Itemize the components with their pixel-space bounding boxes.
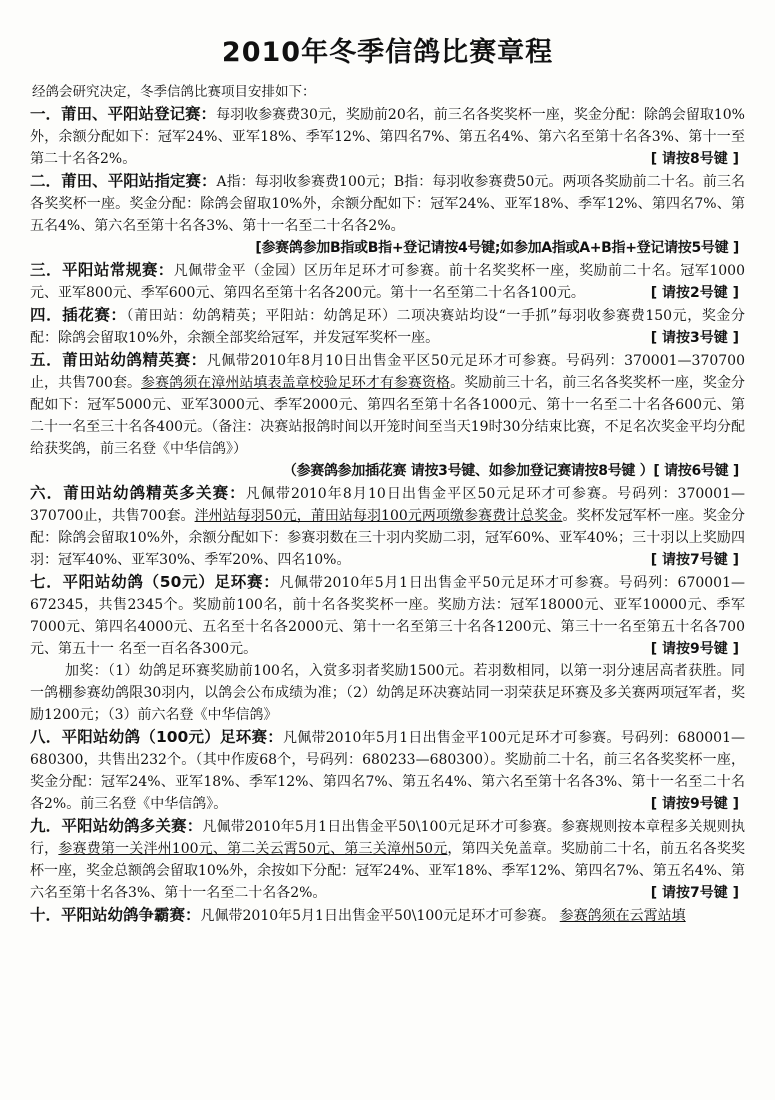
section-body: 凡佩带2010年8月10日出售金平区50元足环才可参赛。号码列：370001—370700止，共售700套。: [30, 486, 745, 524]
key-instruction: [ 请按7号键 ]: [650, 552, 739, 568]
section-1: [30, 103, 745, 170]
intro-text: 经鸽会研究决定，冬季信鸽比赛项目安排如下：: [32, 84, 316, 100]
section-3: [30, 259, 745, 304]
section-body: 凡佩带金平（金园）区历年足环才可参赛。前十名奖奖杯一座，奖励前二十名。冠军1000元、亚军800元、季军600元、第四名至第十名各200元。第十一名至第二十名各100元。: [30, 263, 745, 301]
section-body: 凡佩带2010年5月1日出售金平100元足环才可参赛。号码列：680001—680300，共售出232个。（其中作废68个，号码列：680233—680300）。奖励前二十名，前三名各奖奖杯一座，奖金分配：冠军24%、亚军18%、季军12%、第四名7%、第五名4%、第六名至第十名各3%、第十一名至二十名各2%。前三名登《中华信鸽》。: [30, 730, 745, 812]
section-body: A指：每羽收参赛费100元；B指：每羽收参赛费50元。两项各奖励前二十名。前三名各奖奖杯一座。奖金分配：除鸽会留取10%外，余额分配如下：冠军24%、亚军18%、季军12%、第四名7%、第五名4%、第六名至第十名各3%、第十一名至二十名各2%。: [30, 174, 745, 234]
section-heading: 五．莆田站幼鸽精英赛：: [30, 351, 207, 369]
key-instruction: （参赛鸽参加插花赛 请按3号键、如参加登记赛请按8号键 ）[ 请按6号键 ]: [282, 463, 739, 479]
bonus-note: 加奖：（1）幼鸽足环赛奖励前100名，入赏多羽者奖励1500元。若羽数相同，以第一羽分速居高者获胜。同一鸽棚参赛幼鸽限30羽内，以鸽会公布成绩为准；（2）幼鸽足环决赛站同一羽荣获足环赛及多关赛两项冠军者，奖励1200元；（3）前六名登《中华信鸽》: [30, 663, 745, 723]
section-heading: 十．平阳站幼鸽争霸赛：: [30, 906, 201, 924]
key-line-2: [30, 237, 745, 259]
section-6: [30, 482, 745, 571]
section-heading: 九．平阳站幼鸽多关赛：: [30, 817, 203, 835]
section-5: [30, 349, 745, 460]
section-4: [30, 304, 745, 349]
section-7: [30, 571, 745, 660]
key-instruction: [ 请按3号键 ]: [650, 330, 739, 346]
key-instruction: [ 请按9号键 ]: [650, 796, 739, 812]
key-instruction: [ 请按2号键 ]: [650, 285, 739, 301]
section-body: 。奖励前三十名，前三名各奖奖杯一座，奖金分配如下：冠军5000元、亚军3000元、季军2000元、第四名至第十名各1000元、第十一名至二十名各600元、第二十一名至三十名各400元。（备注：决赛站报鸽时间以开笼时间至当天19时30分结束比赛，不足名次奖金平均分配给获奖鸽，前三名登《中华信鸽》）: [30, 375, 746, 457]
section-body: 凡佩带2010年5月1日出售金平50\100元足环才可参赛。: [200, 908, 556, 924]
section-body-underlined: 泮州站每羽50元，莆田站每羽100元两项缴参赛费计总奖金: [194, 508, 563, 524]
section-body: （莆田站：幼鸽精英；平阳站：幼鸽足环）二项决赛站均设“一手抓”每羽收参赛费150元，奖金分配：除鸽会留取10%外，余额全部奖给冠军，并发冠军奖杯一座。: [30, 308, 745, 346]
key-instruction: [ 请按8号键 ]: [650, 151, 739, 167]
section-body: ，第四关免盖章。奖励前二十名，前五名各奖奖杯一座，奖金总额鸽会留取10%外，余按如下分配：冠军24%、亚军18%、季军12%、第四名7%、第五名4%、第六名至第十名各3%、第十一名至二十名各2%。: [30, 841, 746, 901]
section-10: [30, 904, 745, 927]
section-heading: 四．插花赛：: [30, 306, 127, 324]
section-body: 凡佩带2010年5月1日出售金平50\100元足环才可参赛。参赛规则按本章程多关规则执行，: [30, 819, 745, 857]
section-heading: 三．平阳站常规赛：: [30, 261, 174, 279]
section-body-underlined: 参赛鸽须在漳州站填表盖章校验足环才有参赛资格: [141, 375, 451, 391]
section-body: 。奖杯发冠军杯一座。奖金分配：除鸽会留取10%外，余额分配如下：参赛羽数在三十羽内奖励二羽，冠军60%、亚军40%；三十羽以上奖励四羽：冠军40%、亚军30%、季军20%、四名10%。: [30, 508, 745, 568]
section-body: 凡佩带2010年5月1日出售金平50元足环才可参赛。号码列：670001—672345，共售2345个。奖励前100名，前十名各奖奖杯一座。奖励方法：冠军18000元、亚军10000元、季军7000元、第四名4000元、五名至十名各2000元、第十一名至第三十名各1200元、第三十一名至第五十名各700元、第五十一 名至一百名各300元。: [30, 575, 745, 657]
section-body: 每羽收参赛费30元，奖励前20名，前三名各奖奖杯一座，奖金分配：除鸽会留取10%外，余额分配如下：冠军24%、亚军18%、季军12%、第四名7%、第五名4%、第六名至第十名各3%、第十一至第二十名各2%。: [30, 107, 745, 167]
section-heading: 七．平阳站幼鸽（50元）足环赛：: [30, 573, 280, 591]
section-heading: 六．莆田站幼鸽精英多关赛：: [30, 484, 246, 502]
section-9: [30, 815, 745, 904]
section-body-underlined: 参赛鸽须在云霄站填: [559, 908, 686, 924]
section-8: [30, 726, 745, 815]
key-instruction: [参赛鸽参加B指或B指+登记请按4号键;如参加A指或A+B指+登记请按5号键 ]: [255, 240, 739, 256]
section-body: 凡佩带2010年8月10日出售金平区50元足环才可参赛。号码列：370001—370700止，共售700套。: [30, 353, 745, 391]
key-instruction: [ 请按9号键 ]: [650, 641, 739, 657]
key-instruction: [ 请按7号键 ]: [650, 885, 739, 901]
section-heading: 八．平阳站幼鸽（100元）足环赛：: [30, 728, 284, 746]
section-body-underlined: 参赛费第一关泮州100元、第二关云霄50元、第三关漳州50元: [58, 841, 448, 857]
section-2: [30, 170, 745, 237]
section-heading: 二．莆田、平阳站指定赛：: [30, 172, 217, 190]
section-heading: 一．莆田、平阳站登记赛：: [30, 105, 217, 123]
page-title: 2010年冬季信鸽比赛章程: [221, 37, 554, 68]
key-line-5: [30, 460, 745, 482]
